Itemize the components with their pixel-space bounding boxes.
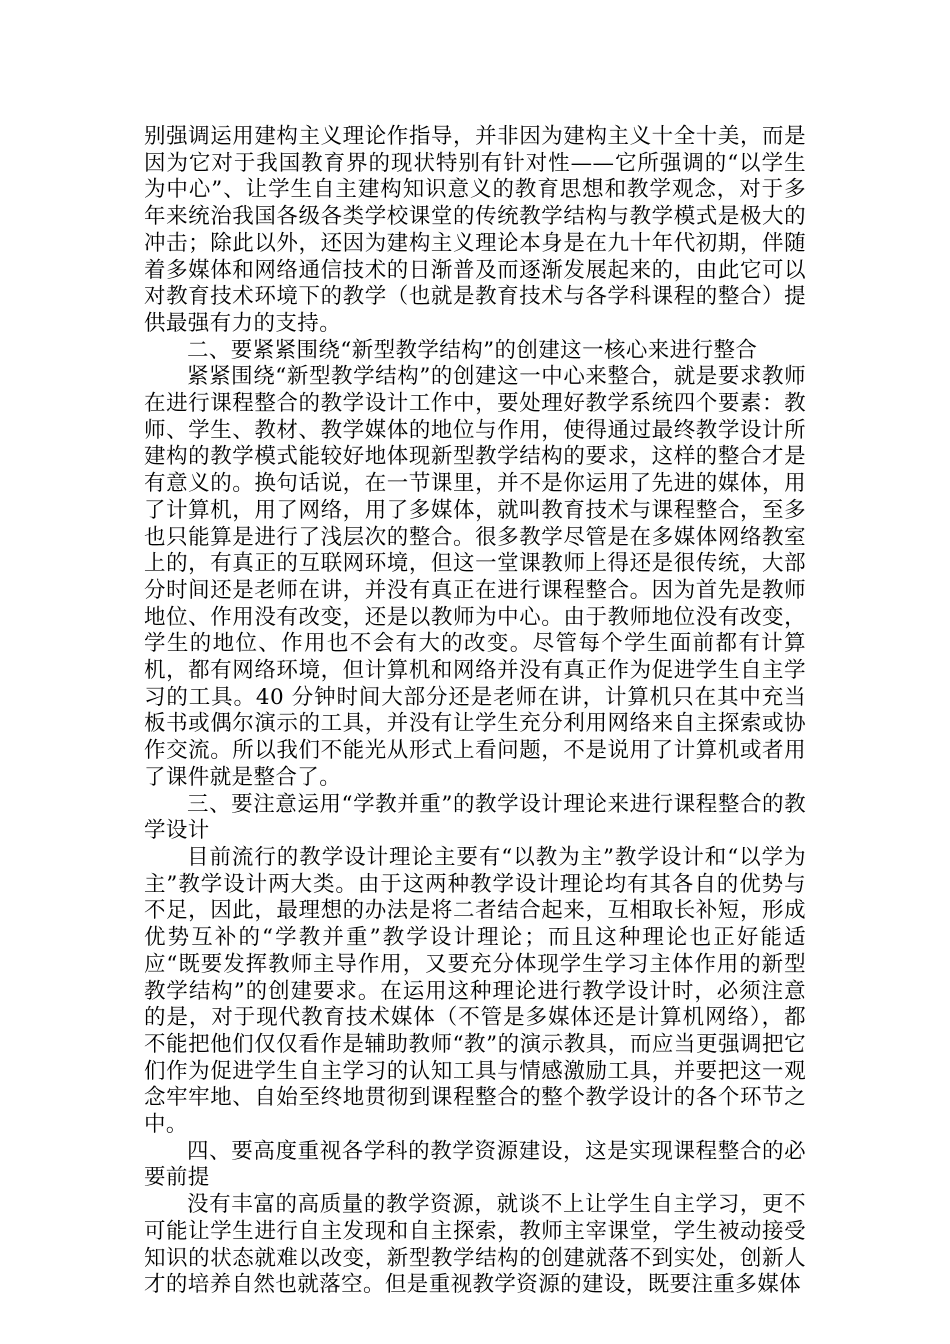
- paragraph-section-3: 目前流行的教学设计理论主要有“以教为主”教学设计和“以学为主”教学设计两大类。由于这两种教学设计理论均有其各自的优势与不足，因此，最理想的办法是将二者结合起来，互相取长补短，形成优势互补的“学教并重”教学设计理论；而且这种理论也正好能适应“既要发挥教师主导作用，又要充分体现学生学习主体作用的新型教学结构”的创建要求。在运用这种理论进行教学设计时，必须注意的是，对于现代教育技术媒体（不管是多媒体还是计算机网络），都不能把他们仅仅看作是辅助教师“教”的演示教具，而应当更强调把它们作为促进学生自主学习的认知工具与情感激励工具，并要把这一观念牢牢地、自始至终地贯彻到课程整合的整个教学设计的各个环节之中。: [144, 844, 806, 1138]
- paragraph-section-4: 没有丰富的高质量的教学资源，就谈不上让学生自主学习，更不可能让学生进行自主发现和自主探索，教师主宰课堂，学生被动接受知识的状态就难以改变，新型教学结构的创建就落不到实处，创新人才的培养自然也就落空。但是重视教学资源的建设，既要注重多媒体: [144, 1192, 806, 1298]
- section-heading-3: 三、要注意运用“学教并重”的教学设计理论来进行课程整合的教学设计: [144, 791, 806, 844]
- document-body: [144, 124, 806, 1299]
- section-heading-2: 二、要紧紧围绕“新型教学结构”的创建这一核心来进行整合: [187, 337, 758, 363]
- section-heading-4: 四、要高度重视各学科的教学资源建设，这是实现课程整合的必要前提: [144, 1138, 806, 1191]
- paragraph-continuation: 别强调运用建构主义理论作指导，并非因为建构主义十全十美，而是因为它对于我国教育界的现状特别有针对性——它所强调的“以学生为中心”、让学生自主建构知识意义的教育思想和教学观念，对于多年来统治我国各级各类学校课堂的传统教学结构与教学模式是极大的冲击；除此以外，还因为建构主义理论本身是在九十年代初期，伴随着多媒体和网络通信技术的日渐普及而逐渐发展起来的，由此它可以对教育技术环境下的教学（也就是教育技术与各学科课程的整合）提供最强有力的支持。: [144, 124, 806, 336]
- paragraph-section-2: 紧紧围绕“新型教学结构”的创建这一中心来整合，就是要求教师在进行课程整合的教学设计工作中，要处理好教学系统四个要素：教师、学生、教材、教学媒体的地位与作用，使得通过最终教学设计所建构的教学模式能较好地体现新型教学结构的要求，这样的整合才是有意义的。换句话说，在一节课里，并不是你运用了先进的媒体，用了计算机，用了网络，用了多媒体，就叫教育技术与课程整合，至多也只能算是进行了浅层次的整合。很多教学尽管是在多媒体网络教室上的，有真正的互联网环境，但这一堂课教师上得还是很传统，大部分时间还是老师在讲，并没有真正在进行课程整合。因为首先是教师地位、作用没有改变，还是以教师为中心。由于教师地位没有改变，学生的地位、作用也不会有大的改变。尽管每个学生面前都有计算机，都有网络环境，但计算机和网络并没有真正作为促进学生自主学习的工具。40 分钟时间大部分还是老师在讲，计算机只在其中充当板书或偶尔演示的工具，并没有让学生充分利用网络来自主探索或协作交流。所以我们不能光从形式上看问题，不是说用了计算机或者用了课件就是整合了。: [144, 364, 806, 790]
